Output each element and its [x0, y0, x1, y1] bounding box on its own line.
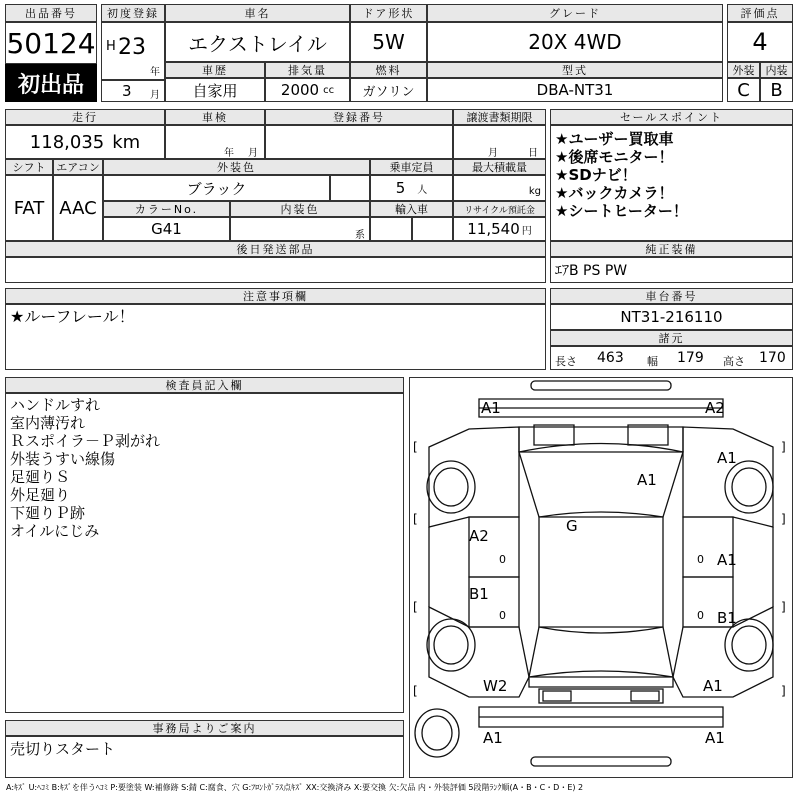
- color-blank: [330, 175, 370, 201]
- transfer-cell: [453, 125, 546, 159]
- regnum-label: 登録番号: [265, 109, 453, 125]
- mileage-unit: km: [112, 131, 141, 153]
- capacity-unit: 人: [417, 184, 428, 196]
- capacity-value: 5: [395, 179, 406, 197]
- mark-door-rr: B1: [717, 609, 737, 627]
- sales-points: [550, 125, 793, 241]
- transfer-label: 譲渡書類期限: [453, 109, 546, 125]
- inspection-cell: [165, 125, 265, 159]
- regnum-value: [265, 125, 453, 159]
- displacement-label: 排気量: [265, 62, 350, 78]
- bracket-left: [: [413, 600, 418, 614]
- office-label: 事務局よりご案内: [5, 720, 404, 736]
- era: H: [106, 39, 116, 54]
- inspector-line: 外装うすい線傷: [10, 450, 116, 468]
- lot-number: 50124: [5, 22, 97, 64]
- ac-value: AAC: [53, 175, 103, 241]
- inspector-line: 下廻りＰ跡: [10, 504, 86, 522]
- zero-mark: 0: [697, 609, 704, 622]
- mark-door-rl: B1: [469, 585, 489, 603]
- load-label: 最大積載量: [453, 159, 546, 175]
- inspector-label: 検査員記入欄: [5, 377, 404, 393]
- import-label: 輸入車: [370, 201, 453, 217]
- sales-point: ★バックカメラ！: [555, 184, 674, 202]
- inspection-month-unit: 月: [248, 148, 258, 159]
- inspector-line: Ｒスポイラ－Ｐ剥がれ: [10, 432, 161, 450]
- fuel-label: 燃料: [350, 62, 427, 78]
- capacity-label: 乗車定員: [370, 159, 453, 175]
- ext-grade: C: [727, 78, 760, 102]
- int-label: 内装: [760, 62, 793, 78]
- score-value: 4: [727, 22, 793, 62]
- import-cell-b: [412, 217, 453, 241]
- mark-front-right: A2: [705, 399, 725, 417]
- inspection-label: 車検: [165, 109, 265, 125]
- bracket-right: ]: [781, 600, 786, 614]
- door-label: ドア形状: [350, 4, 427, 22]
- ac-label: エアコン: [53, 159, 103, 175]
- mileage-value: 118,035: [29, 131, 105, 153]
- mark-roof: G: [566, 517, 578, 535]
- year-unit: 年: [150, 67, 160, 78]
- bracket-right: ]: [781, 684, 786, 698]
- reg-month: 3: [122, 82, 132, 100]
- zero-mark: 0: [499, 609, 506, 622]
- mark-hood: A1: [637, 471, 657, 489]
- notes-label: 注意事項欄: [5, 288, 546, 304]
- recycle-label: リサイクル預託金: [453, 201, 546, 217]
- mileage-label: 走行: [5, 109, 165, 125]
- load-cell: [453, 175, 546, 201]
- displacement-unit: cc: [323, 84, 335, 96]
- car-diagram: [409, 377, 793, 778]
- equipment-label: 純正装備: [550, 241, 793, 257]
- dims-row: [550, 346, 793, 370]
- bracket-left: [: [413, 440, 418, 454]
- width-label: 幅: [647, 355, 658, 368]
- mark-front-left: A1: [481, 399, 501, 417]
- inspector-notes: [5, 393, 404, 713]
- height-label: 高さ: [723, 355, 745, 368]
- shift-value: FAT: [5, 175, 53, 241]
- zero-mark: 0: [697, 553, 704, 566]
- name-label: 車名: [165, 4, 350, 22]
- lot-label: 出品番号: [5, 4, 97, 22]
- history-label: 車歴: [165, 62, 265, 78]
- reg-label: 初度登録: [101, 4, 165, 22]
- sales-point: ★ユーザー買取車: [555, 130, 674, 148]
- notes-value: ★ルーフレール！: [10, 307, 135, 326]
- width-value: 179: [677, 350, 704, 366]
- grade-value: 20X 4WD: [427, 22, 723, 62]
- mark-quarter-right: A1: [703, 677, 723, 695]
- month-unit: 月: [150, 90, 160, 101]
- history-value: 自家用: [165, 78, 265, 102]
- color-value: ブラック: [103, 175, 330, 201]
- office-box: [5, 736, 404, 778]
- first-listing-badge: 初出品: [5, 64, 97, 102]
- mileage-cell: [5, 125, 165, 159]
- reg-year-cell: [101, 22, 165, 80]
- inspector-line: 外足廻り: [10, 486, 71, 504]
- bracket-left: [: [413, 684, 418, 698]
- shift-label: シフト: [5, 159, 53, 175]
- displacement-value: 2000: [280, 81, 320, 99]
- sales-label: セールスポイント: [550, 109, 793, 125]
- transfer-day-unit: 日: [528, 148, 538, 159]
- reg-year: 23: [118, 35, 146, 60]
- load-unit: kg: [528, 186, 541, 197]
- chassis-value: NT31-216110: [550, 304, 793, 330]
- model-value: DBA-NT31: [427, 78, 723, 102]
- displacement-cell: [265, 78, 350, 102]
- mark-rear-right: A1: [705, 729, 725, 747]
- inspector-line: 室内薄汚れ: [10, 414, 86, 432]
- import-cell-a: [370, 217, 412, 241]
- notes-box: [5, 304, 546, 370]
- bracket-left: [: [413, 512, 418, 526]
- inspector-line: オイルにじみ: [10, 522, 100, 540]
- car-name: エクストレイル: [165, 22, 350, 62]
- mark-fender-right: A1: [717, 449, 737, 467]
- office-value: 売切りスタート: [10, 740, 116, 758]
- later-parts-value: [5, 257, 546, 283]
- mark-rear-left: A1: [483, 729, 503, 747]
- colorno-label: カラーNo.: [103, 201, 230, 217]
- ext-label: 外装: [727, 62, 760, 78]
- sales-point: ★後席モニター！: [555, 148, 674, 166]
- equipment-value: ｴｱB PS PW: [550, 257, 793, 283]
- bracket-right: ]: [781, 440, 786, 454]
- chassis-label: 車台番号: [550, 288, 793, 304]
- recycle-cell: [453, 217, 546, 241]
- later-parts-label: 後日発送部品: [5, 241, 546, 257]
- int-grade: B: [760, 78, 793, 102]
- sales-point: ★SDナビ！: [555, 166, 637, 184]
- mark-quarter-left: W2: [483, 677, 508, 695]
- capacity-cell: [370, 175, 453, 201]
- intcolor-unit: 系: [355, 230, 365, 241]
- length-value: 463: [597, 350, 624, 366]
- inspection-year-unit: 年: [224, 148, 234, 159]
- grade-label: グレード: [427, 4, 723, 22]
- score-label: 評価点: [727, 4, 793, 22]
- intcolor-cell: [230, 217, 370, 241]
- door-value: 5W: [350, 22, 427, 62]
- zero-mark: 0: [499, 553, 506, 566]
- recycle-value: 11,540: [467, 220, 520, 238]
- inspector-line: 足廻りＳ: [10, 468, 71, 486]
- mark-door-fr: A1: [717, 551, 737, 569]
- recycle-unit: 円: [521, 225, 532, 237]
- color-label: 外装色: [103, 159, 370, 175]
- legend: A:ｷｽﾞ U:ﾍｺﾐ B:ｷｽﾞを伴うﾍｺﾐ P:要塗装 W:補修跡 S:錆 C:腐食、穴 G:ﾌﾛﾝﾄｶﾞﾗｽ点ｷｽﾞ XX:交換済み X:要交換 欠:欠品 内・外装評価 5段階ﾗﾝｸ順(A・B・C・D・E) 2: [6, 783, 584, 792]
- dims-label: 諸元: [550, 330, 793, 346]
- mark-door-fl: A2: [469, 527, 489, 545]
- fuel-value: ガソリン: [350, 78, 427, 102]
- inspector-line: ハンドルすれ: [10, 396, 101, 414]
- length-label: 長さ: [555, 355, 577, 368]
- intcolor-label: 内装色: [230, 201, 370, 217]
- transfer-month-unit: 月: [488, 148, 498, 159]
- model-label: 型式: [427, 62, 723, 78]
- colorno-value: G41: [103, 217, 230, 241]
- height-value: 170: [759, 350, 786, 366]
- sales-point: ★シートヒーター！: [555, 202, 688, 220]
- reg-month-cell: [101, 80, 165, 102]
- bracket-right: ]: [781, 512, 786, 526]
